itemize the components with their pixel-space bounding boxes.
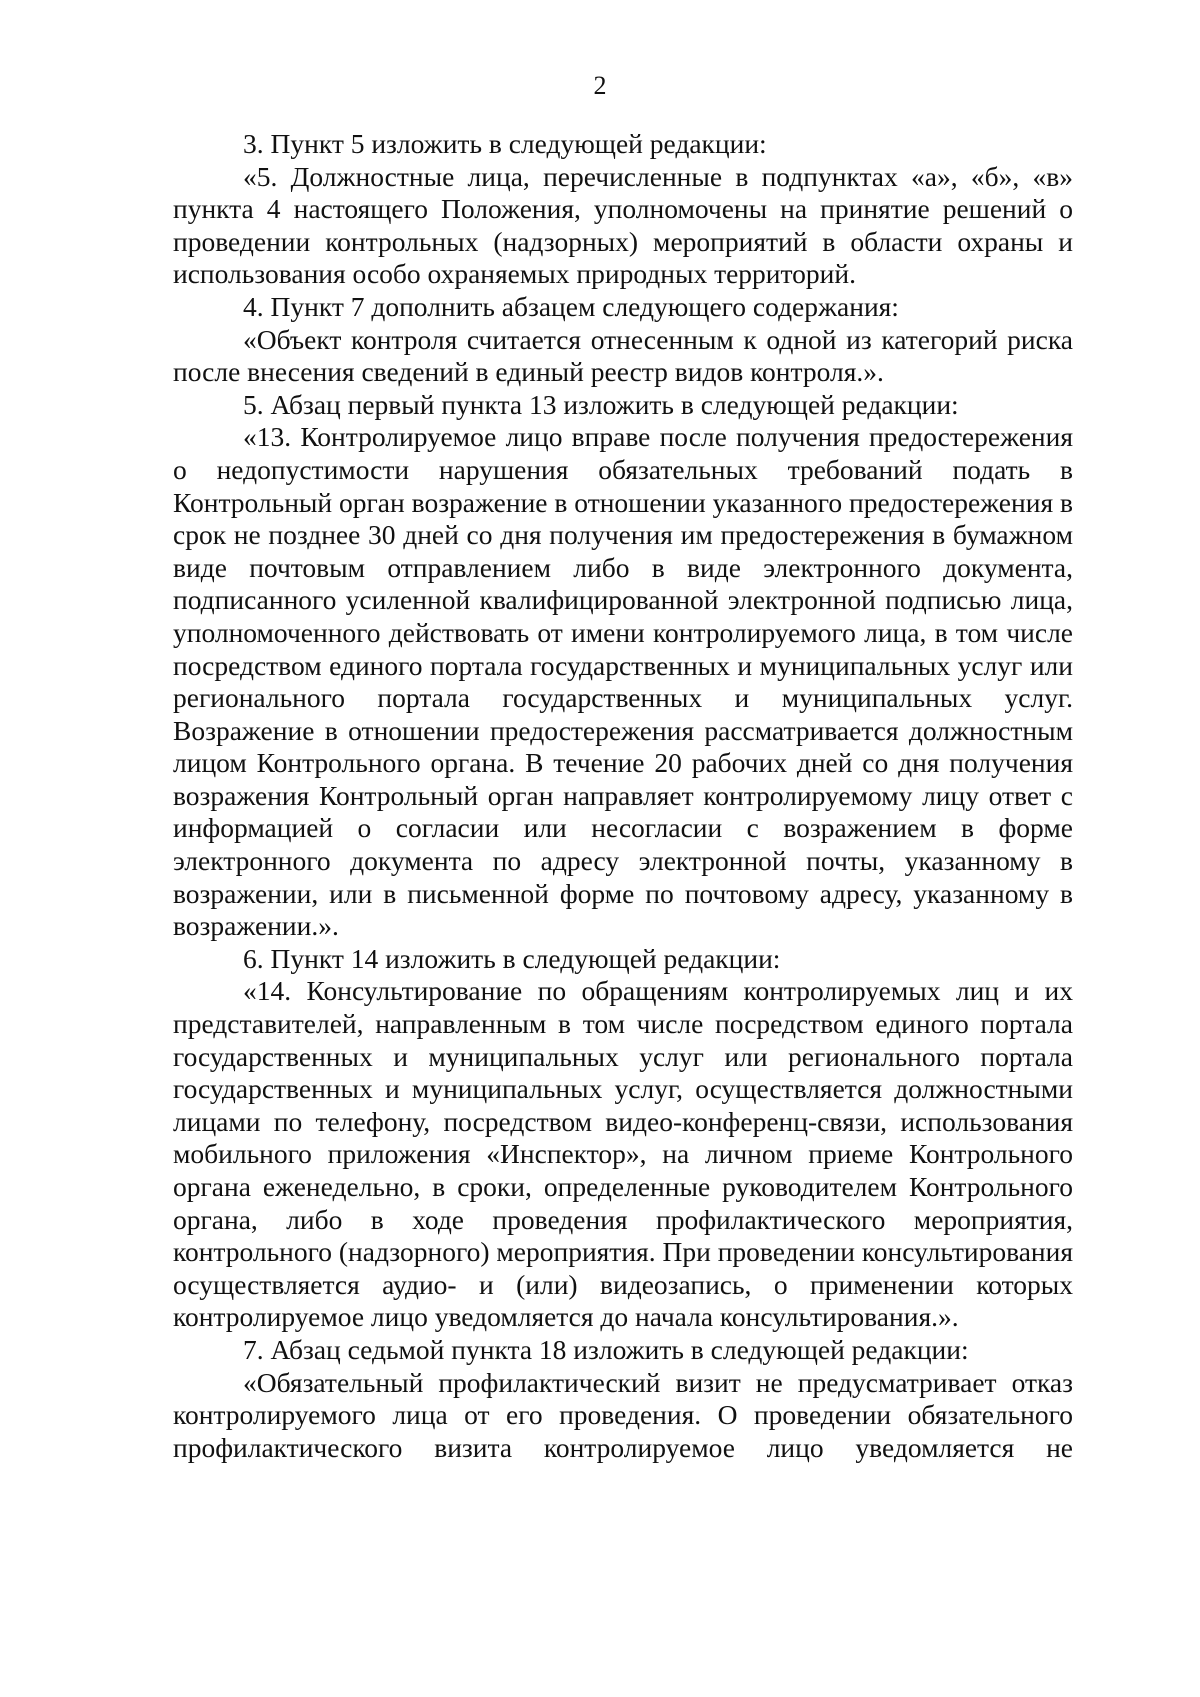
paragraph-item-14-text: «14. Консультирование по обращениям контролируемых лиц и их представителей, направленным в том числе посредством единого портала государственных и муниципальных услуг или регионального портала государственных и муниципальных услуг, осуществляется должностными лицами по телефону, посредством видео-конференц-связи, использования мобильного приложения «Инспектор», на личном приеме Контрольного органа еженедельно, в сроки, определенные руководителем Контрольного органа, либо в ходе проведения профилактического мероприятия, контрольного (надзорного) мероприятия. При проведении консультирования осуществляется аудио- и (или) видеозапись, о применении которых контролируемое лицо уведомляется до начала консультирования.». [173, 975, 1073, 1333]
paragraph-item-13-text: «13. Контролируемое лицо вправе после получения предостережения о недопустимости нарушения обязательных требований подать в Контрольный орган возражение в отношении указанного предостережения в срок не позднее 30 дней со дня получения им предостережения в бумажном виде почтовым отправлением либо в виде электронного документа, подписанного усиленной квалифицированной электронной подписью лица, уполномоченного действовать от имени контролируемого лица, в том числе посредством единого портала государственных и муниципальных услуг или регионального портала государственных и муниципальных услуг. Возражение в отношении предостережения рассматривается должностным лицом Контрольного органа. В течение 20 рабочих дней со дня получения возражения Контрольный орган направляет контролируемому лицу ответ с информацией о согласии или несогласии с возражением в форме электронного документа по адресу электронной почты, указанному в возражении, или в письменной форме по почтовому адресу, указанному в возражении.». [173, 421, 1073, 942]
paragraph-item-3-heading: 3. Пункт 5 изложить в следующей редакции: [243, 128, 767, 159]
paragraph-item-5-heading: 5. Абзац первый пункта 13 изложить в следующей редакции: [243, 388, 959, 420]
paragraph-item-6-heading: 6. Пункт 14 изложить в следующей редакции: [243, 942, 781, 974]
page-number: 2 [593, 71, 607, 100]
paragraph-item-7-heading: 7. Абзац седьмой пункта 18 изложить в следующей редакции: [243, 1333, 969, 1365]
paragraph-item-5-text: «5. Должностные лица, перечисленные в подпунктах «а», «б», «в» пункта 4 настоящего Положения, уполномочены на принятие решений о проведении контрольных (надзорных) мероприятий в области охраны и использования особо охраняемых природных территорий. [173, 160, 1073, 290]
paragraph-item-7-addition: «Объект контроля считается отнесенным к одной из категорий риска после внесения сведений в единый реестр видов контроля.». [173, 323, 1073, 388]
paragraph-item-4-heading: 4. Пункт 7 дополнить абзацем следующего содержания: [243, 290, 899, 322]
paragraph-item-18-text: «Обязательный профилактический визит не предусматривает отказ контролируемого лица от его проведения. О проведении обязательного профилактического визита контролируемое лицо уведомляется не [173, 1366, 1073, 1463]
document-body [173, 128, 1073, 1464]
